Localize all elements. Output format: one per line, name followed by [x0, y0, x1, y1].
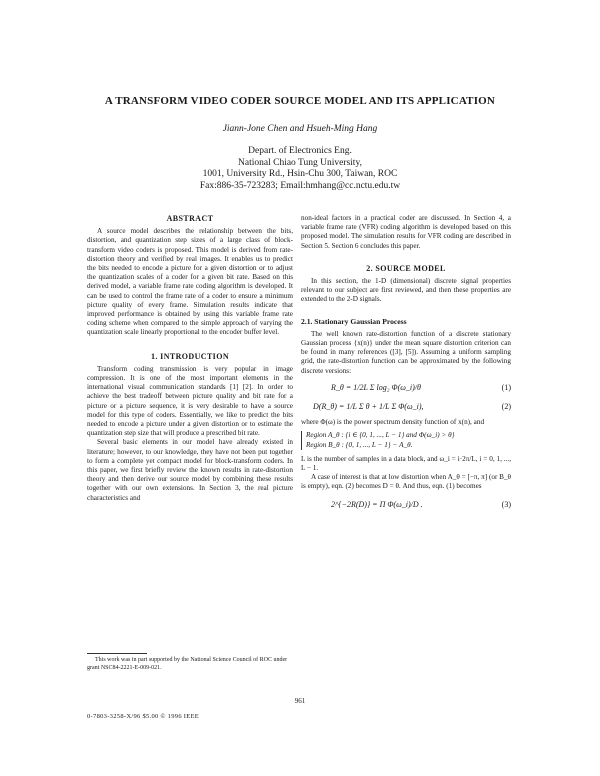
equation-lhs: D(R_θ) =	[313, 402, 345, 412]
section2-text: In this section, the 1-D (dimensional) discrete signal properties relevant to our subject are first reviewed, and then these properties are extended to the 2-D signals.	[301, 277, 511, 304]
abstract-text: A source model describes the relationship between the bits, distortion, and quantization step sizes of a large class of block-transform video coders is proposed. This model is derived from rate-distortion theory and verified by real images. It enables us to predict the bits needed to encode a picture for a given distortion or to adjust the quantization scales of a coder for a given bit rate. Based on this derived model, a variable frame rate coding algorithm is developed. It can be used to control the frame rate of a coder to ensure a minimum picture quality of every frame. Simulation results indicate that improved performance is obtained by using this variable frame rate coding scheme when compared to the simple approach of varying the quantization scale linearly proportional to the encoder buffer level.	[87, 227, 293, 337]
section2-heading: 2. SOURCE MODEL	[366, 263, 446, 273]
equation-number: (2)	[501, 402, 511, 412]
equation-number: (3)	[501, 499, 511, 509]
equation-rhs: Π Φ(ω_i)/D .	[379, 499, 423, 509]
equation-rhs: 1/2L Σ log₂ Φ(ω_i)/θ	[353, 382, 421, 392]
left-column	[87, 214, 293, 503]
affiliation-line: Fax:886-35-723283; Email:hmhang@cc.nctu.edu.tw	[199, 180, 401, 191]
abstract-heading: ABSTRACT	[166, 214, 214, 223]
equation-number: (1)	[501, 382, 511, 392]
affiliation-line: 1001, University Rd., Hsin-Chu 300, Taiwan, ROC	[202, 169, 398, 179]
equation-lhs: 2^{−2R(D)} =	[331, 499, 378, 509]
author-affiliation	[0, 146, 600, 192]
footnote-text: This work was in part supported by the National Science Council of ROC under grant NSC84-2221-E-009-021.	[87, 657, 288, 671]
page-number: 961	[294, 697, 306, 705]
footnote-block	[87, 653, 293, 672]
intro-paragraph: Transform coding transmission is very popular in image compression. It is one of the most important elements in the international visual communication standards [1] [2]. In order to achieve the best tradeoff between picture quality and bit rate for a picture or a picture sequence, it is very desirable to have a source model for this type of coders. Essentially, we like to predict the bits needed to encode a picture under a given distortion or to estimate the quantization step size that will produce a prescribed bit rate.	[87, 364, 293, 438]
equation-lhs: R_θ =	[331, 382, 352, 392]
paper-title: A TRANSFORM VIDEO CODER SOURCE MODEL AND ITS APPLICATION	[104, 95, 496, 107]
where-text: where Φ(ω) is the power spectrum density function of x(n), and	[301, 418, 485, 427]
region-a: Region A_θ : {i ∈ {0, 1, ..., L − 1} and Φ(ω_i) > θ}	[306, 431, 455, 440]
block-length-text: L is the number of samples in a data block, and ω_i = i·2π/L, i = 0, 1, ..., L − 1.	[301, 454, 511, 473]
affiliation-line: National Chiao Tung University,	[238, 157, 362, 168]
subsection-heading: 2.1. Stationary Gaussian Process	[301, 316, 407, 326]
affiliation-line: Depart. of Electronics Eng.	[248, 146, 352, 156]
right-column	[301, 214, 511, 509]
subsection-text: The well known rate-distortion function of a discrete stationary Gaussian process {x(n)} under the mean square distortion criterion can be found in many references ([3], [5]). Assuming a uniform sampling grid, the rate-distortion function can be approximated by the following discrete versions:	[301, 329, 511, 375]
region-definitions	[301, 431, 511, 449]
issn-line: 0-7803-3258-X/96 $5.00 © 1996 IEEE	[87, 713, 200, 720]
region-b: Region B_θ : {0, 1, ..., L − 1} − A_θ.	[306, 440, 413, 449]
equation-2	[301, 402, 511, 411]
intro-paragraph: Several basic elements in our model have already existed in literature; however, to our knowledge, they have not been put together to form a complete yet compact model for block-transform coders. In this paper, we first briefly review the known results in rate-distortion theory and then derive our source model by combining these results together with our own extensions. In Section 3, the real picture characteristics and	[87, 438, 293, 502]
paper-authors: Jiann-Jone Chen and Hsueh-Ming Hang	[222, 124, 378, 134]
intro-continued: non-ideal factors in a practical coder are discussed. In Section 4, a variable frame rate (VFR) coding algorithm is developed based on this proposed model. The simulation results for VFR coding are described in Section 5. Section 6 concludes this paper.	[301, 214, 511, 250]
case-text: A case of interest is that at low distortion when A_θ = [−π, π] (or B_θ is empty), eqn. (2) becomes D = θ. And thus, eqn. (1) becomes	[301, 473, 511, 491]
equation-rhs: 1/L Σ θ + 1/L Σ Φ(ω_i),	[346, 402, 424, 412]
footnote-rule	[87, 653, 147, 654]
introduction-heading: 1. INTRODUCTION	[150, 351, 229, 361]
equation-3	[301, 500, 511, 509]
equation-1	[301, 383, 511, 392]
